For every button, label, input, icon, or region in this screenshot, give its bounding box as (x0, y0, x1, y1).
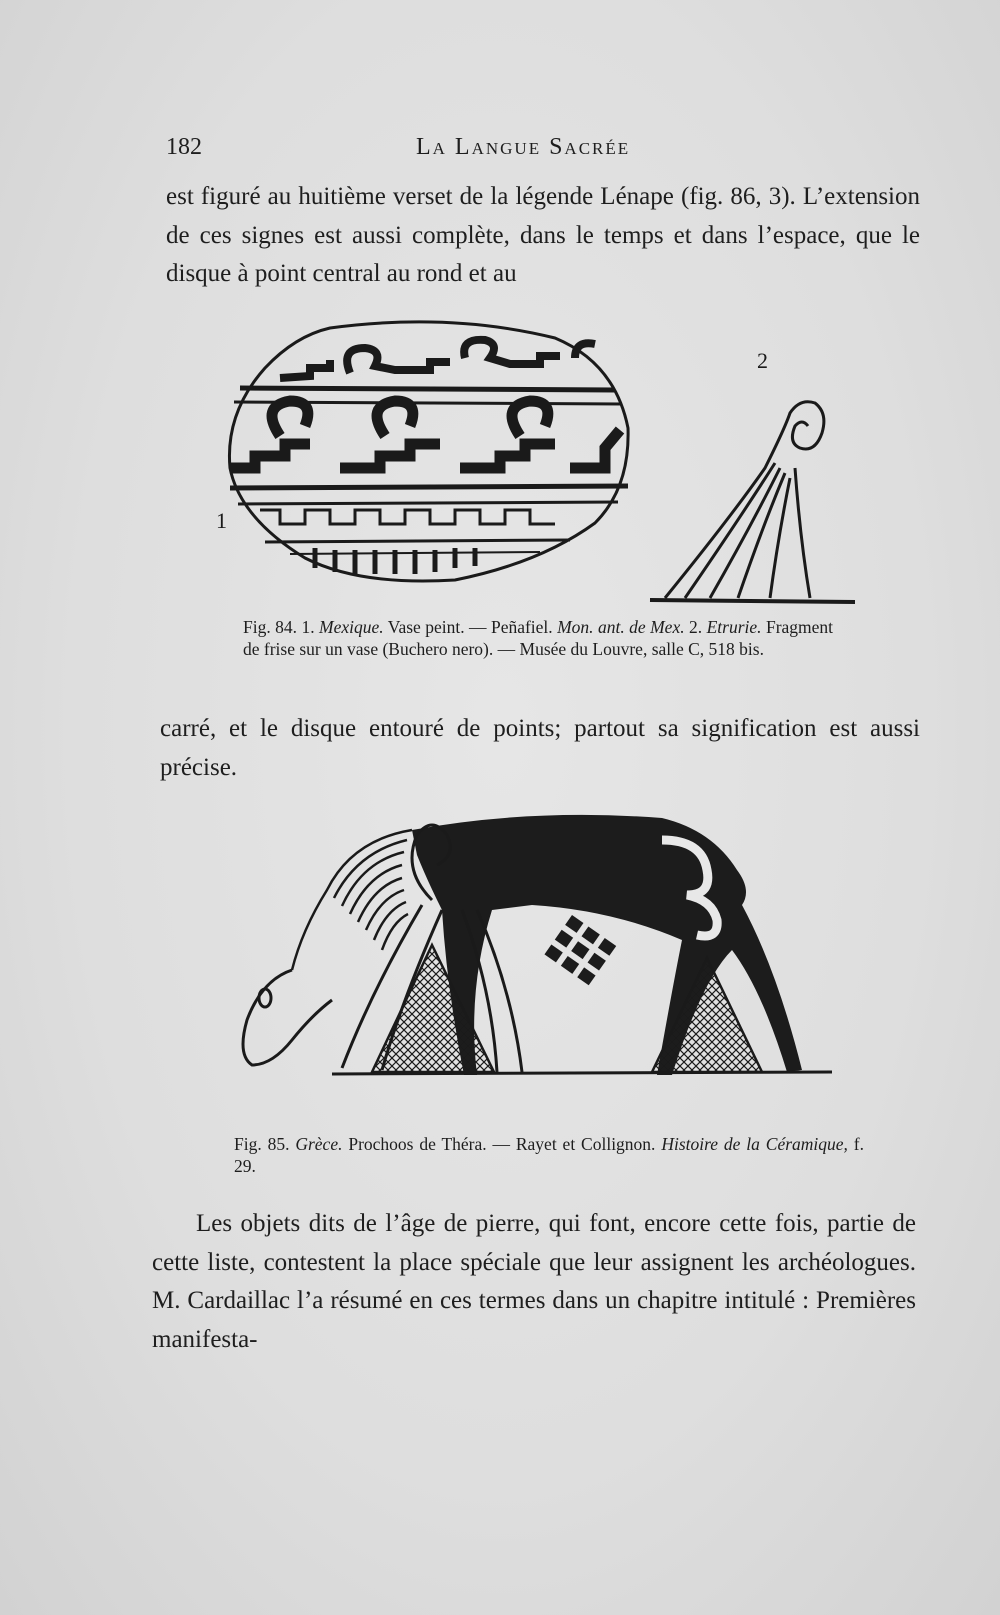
fig84-caption-fig: Fig. 84. 1. (243, 617, 315, 637)
page-number: 182 (166, 134, 202, 160)
fig85-caption-place: Grèce. (295, 1134, 343, 1154)
figure-84-caption (223, 616, 833, 660)
running-title: La Langue Sacrée (416, 134, 631, 160)
fig85-caption-ref: Histoire de la Céramique, (661, 1134, 848, 1154)
figure-85-caption (214, 1133, 864, 1177)
etruscan-frieze-drawing (650, 402, 855, 602)
mane-lines (292, 830, 412, 970)
fig84-caption-num2: 2. (689, 617, 703, 637)
figure-84-drawing (210, 318, 860, 608)
figure-84 (210, 318, 860, 608)
fig84-caption-place2: Etrurie. (706, 617, 762, 637)
page-header (166, 134, 676, 170)
fig85-caption-fig: Fig. 85. (234, 1134, 290, 1154)
fig84-caption-text1: Vase peint. — Peñafiel. (387, 617, 553, 637)
fig84-caption-text2: Fragment de frise sur un vase (Buchero nero). — Musée du Louvre, salle C, 518 bis. (243, 617, 834, 659)
fig84-caption-ref1: Mon. ant. de Mex. (557, 617, 685, 637)
mexican-vase-drawing (229, 322, 628, 581)
diamond-grid-motif (544, 915, 616, 985)
fig85-caption-text: Prochoos de Théra. — Rayet et Collignon. (348, 1134, 656, 1154)
paragraph-1: est figuré au huitième verset de la légende Lénape (fig. 86, 3). L’extension de ces signes est aussi complète, dans le temps et dans l’espace, que le disque à point central au rond et au (166, 183, 920, 287)
figure-84-label-2: 2 (757, 348, 768, 373)
animal-head (243, 970, 332, 1065)
ground-line (332, 1072, 832, 1074)
figure-84-label-1: 1 (216, 508, 227, 533)
paragraph-3: Les objets dits de l’âge de pierre, qui font, encore cette fois, partie de cette liste, contestent la place spéciale que leur assignent les archéologues. M. Cardaillac l’a résumé en ces termes dans un chapitre intitulé : Premières manifesta- (152, 1210, 916, 1353)
paragraph-2: carré, et le disque entouré de points; partout sa signification est aussi précise. (160, 715, 920, 781)
fig85-caption-tail: f. 29. (234, 1134, 864, 1176)
animal-eye (259, 989, 271, 1007)
prochoos-drawing (232, 810, 852, 1110)
figure-85 (232, 810, 852, 1110)
fig84-caption-place1: Mexique. (319, 617, 384, 637)
